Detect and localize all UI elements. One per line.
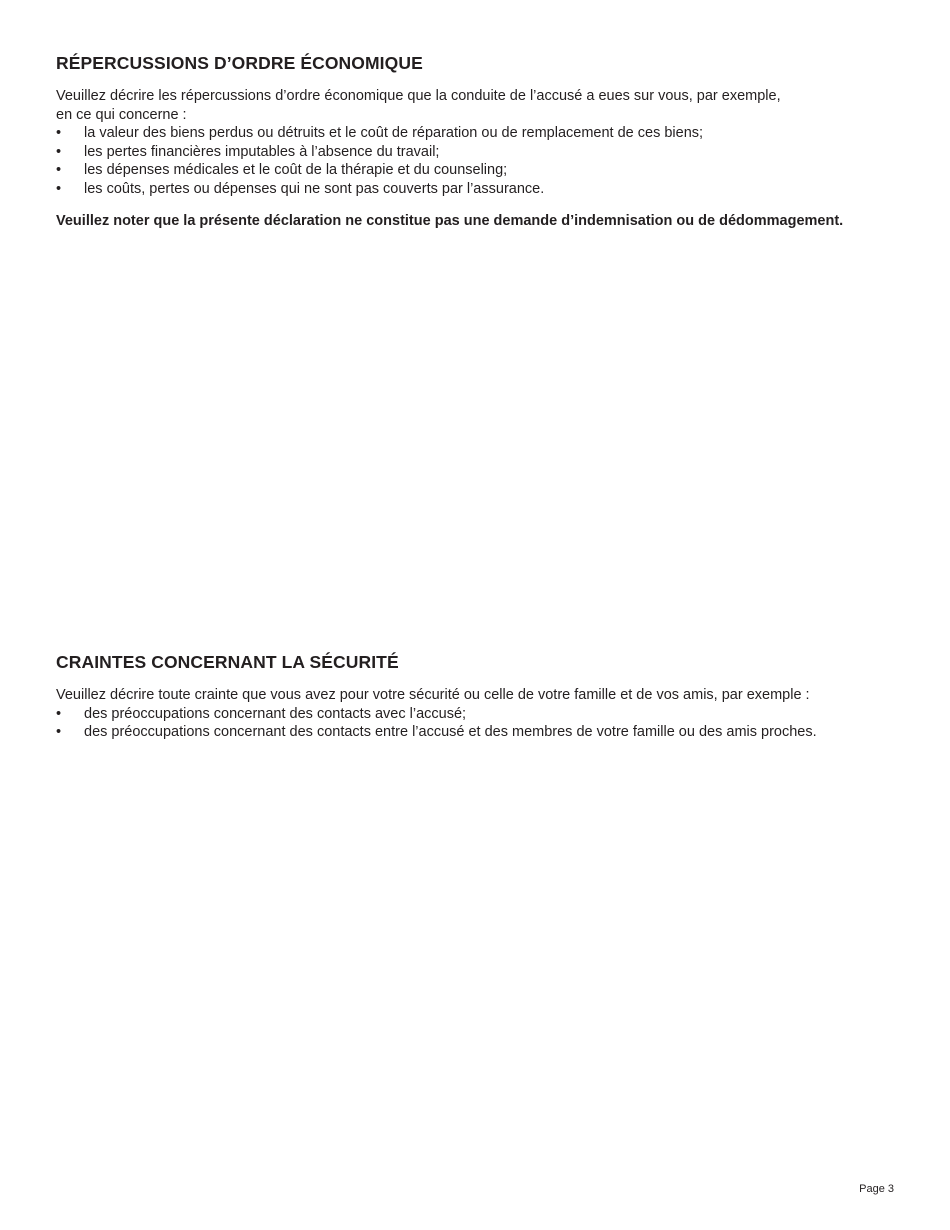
list-item xyxy=(56,723,906,742)
bullet-icon: • xyxy=(56,143,62,160)
economic-intro-line-1: Veuillez décrire les répercussions d’ordre économique que la conduite de l’accusé a eues sur vous, par exemple, xyxy=(56,88,781,104)
bullet-icon: • xyxy=(56,180,62,197)
economic-intro-line-2: en ce qui concerne : xyxy=(56,106,187,123)
page-number: Page 3 xyxy=(859,1183,894,1195)
bullet-icon: • xyxy=(56,125,62,141)
list-item xyxy=(56,161,906,180)
safety-concerns-list xyxy=(56,705,906,742)
safety-concerns-heading: CRAINTES CONCERNANT LA SÉCURITÉ xyxy=(56,652,399,672)
bullet-icon: • xyxy=(56,724,62,740)
bullet-icon: • xyxy=(56,162,62,178)
economic-impact-list xyxy=(56,124,906,198)
list-item-text: la valeur des biens perdus ou détruits et le coût de réparation ou de remplacement de ces biens; xyxy=(84,125,704,141)
list-item xyxy=(56,124,906,143)
safety-concerns-section xyxy=(56,651,906,742)
list-item-text: les coûts, pertes ou dépenses qui ne sont pas couverts par l’assurance. xyxy=(84,180,545,197)
list-item xyxy=(56,143,906,162)
economic-impact-intro xyxy=(56,87,906,124)
list-item-text: des préoccupations concernant des contacts avec l’accusé; xyxy=(84,705,467,722)
list-item xyxy=(56,180,906,199)
economic-impact-heading: RÉPERCUSSIONS D’ORDRE ÉCONOMIQUE xyxy=(56,53,423,73)
list-item-text: les pertes financières imputables à l’absence du travail; xyxy=(84,143,440,160)
list-item-text: les dépenses médicales et le coût de la thérapie et du counseling; xyxy=(84,162,508,178)
safety-concerns-intro: Veuillez décrire toute crainte que vous avez pour votre sécurité ou celle de votre famille et de vos amis, par exemple : xyxy=(56,687,810,703)
bullet-icon: • xyxy=(56,705,62,722)
compensation-note: Veuillez noter que la présente déclaration ne constitue pas une demande d’indemnisation ou de dédommagement. xyxy=(56,213,844,229)
economic-impact-section xyxy=(56,52,906,231)
list-item-text: des préoccupations concernant des contacts entre l’accusé et des membres de votre famille ou des amis proches. xyxy=(84,724,817,740)
list-item xyxy=(56,705,906,724)
